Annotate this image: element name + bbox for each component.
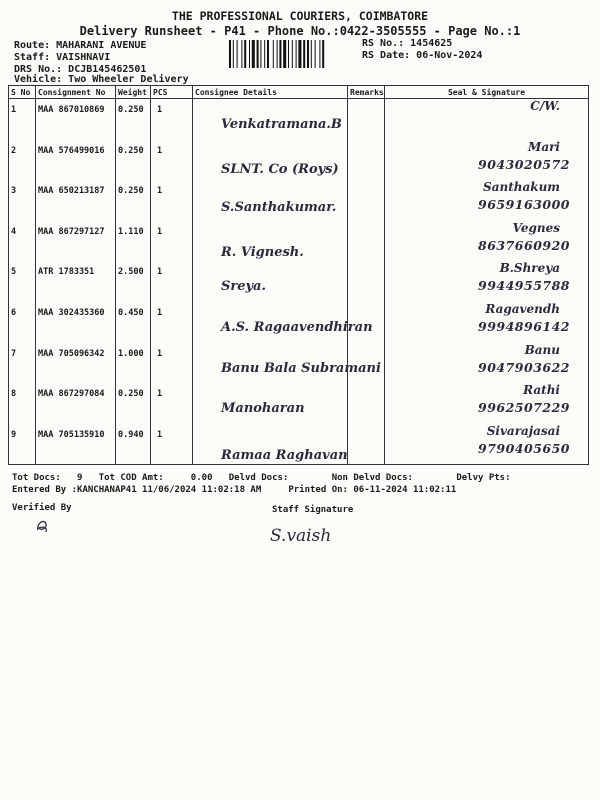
remarks-cell — [348, 180, 385, 221]
pcs-cell: 1 — [151, 261, 193, 302]
consignee-name: Venkatramana.B — [221, 117, 342, 132]
consignee-cell — [193, 302, 373, 343]
staff-signature: S.vaish — [270, 526, 332, 546]
sno-cell: 6 — [9, 302, 36, 343]
sno-cell: 7 — [9, 343, 36, 384]
document-title: THE PROFESSIONAL COURIERS, COIMBATORE — [171, 9, 429, 23]
table-row — [9, 302, 589, 343]
recipient-signature: Rathi — [523, 383, 560, 398]
remarks-cell — [348, 221, 385, 262]
seal-signature-cell — [385, 99, 589, 140]
remarks-cell — [348, 383, 385, 424]
rs-number: RS No.: 1454625 — [362, 38, 453, 49]
weight-cell: 0.940 — [116, 424, 151, 465]
consignee-cell — [193, 424, 348, 465]
table-row — [9, 99, 589, 140]
seal-signature-cell — [385, 343, 589, 384]
recipient-signature: Sivarajasai — [486, 423, 560, 438]
seal-signature-cell — [385, 221, 589, 262]
seal-signature-cell — [385, 383, 589, 424]
recipient-signature: Santhakum — [483, 180, 560, 195]
consignment-cell: MAA 302435360 — [36, 302, 116, 343]
weight-cell: 2.500 — [116, 261, 151, 302]
barcode — [228, 40, 356, 68]
weight-cell: 0.250 — [116, 383, 151, 424]
consignee-name: SLNT. Co (Roys) — [221, 161, 339, 177]
consignee-name: Manoharan — [221, 401, 305, 417]
sno-cell: 3 — [9, 180, 36, 221]
consignment-cell: MAA 867010869 — [36, 99, 116, 140]
seal-signature-cell — [385, 261, 589, 302]
remarks-cell — [348, 140, 385, 181]
pcs-cell: 1 — [151, 180, 193, 221]
route-text: Route: MAHARANI AVENUE — [14, 40, 147, 51]
col-header-weight: Weight — [116, 86, 151, 99]
consignee-cell — [193, 99, 348, 140]
pcs-cell: 1 — [151, 221, 193, 262]
totals-line: Tot Docs: 9 Tot COD Amt: 0.00 Delvd Docs: Non Delvd Docs: Delvy Pts: — [12, 473, 511, 483]
table-row — [9, 140, 589, 181]
drs-text: DRS No.: DCJB145462501 — [14, 64, 147, 75]
pcs-cell: 1 — [151, 383, 193, 424]
table-row — [9, 261, 589, 302]
vehicle-text: Vehicle: Two Wheeler Delivery — [14, 74, 189, 85]
recipient-signature: Mari — [528, 139, 560, 154]
weight-cell: 0.450 — [116, 302, 151, 343]
staff-signature-label: Staff Signature — [272, 505, 354, 515]
seal-signature-cell — [385, 140, 589, 181]
consignment-cell: MAA 867297084 — [36, 383, 116, 424]
recipient-phone: 9944955788 — [478, 278, 570, 294]
seal-signature-cell — [385, 302, 589, 343]
consignee-cell — [193, 180, 348, 221]
seal-signature-cell — [385, 180, 589, 221]
consignee-name: A.S. Ragaavendhiran — [221, 319, 373, 335]
table-row — [9, 221, 589, 262]
sno-cell: 5 — [9, 261, 36, 302]
sno-cell: 4 — [9, 221, 36, 262]
recipient-signature: Vegnes — [512, 220, 560, 235]
recipient-signature: C/W. — [530, 99, 560, 113]
recipient-phone: 9962507229 — [478, 400, 570, 416]
weight-cell: 1.000 — [116, 343, 151, 384]
sno-cell: 1 — [9, 99, 36, 140]
col-header-pcs: PCS — [151, 86, 193, 99]
col-header-sno: S No — [9, 86, 36, 99]
runsheet-table — [8, 85, 589, 465]
entered-by-line: Entered By :KANCHANAP41 11/06/2024 11:02:18 AM Printed On: 06-11-2024 11:02:11 — [12, 485, 457, 495]
pcs-cell: 1 — [151, 99, 193, 140]
recipient-phone: 9047903622 — [478, 359, 570, 375]
consignment-cell: MAA 705135910 — [36, 424, 116, 465]
consignment-cell: MAA 867297127 — [36, 221, 116, 262]
verified-by-label: Verified By — [12, 503, 72, 513]
rs-date: RS Date: 06-Nov-2024 — [362, 50, 483, 61]
recipient-phone: 8637660920 — [478, 237, 570, 253]
col-header-consignment: Consignment No — [36, 86, 116, 99]
consignee-name: Sreya. — [221, 279, 267, 295]
remarks-cell — [348, 424, 385, 465]
weight-cell: 1.110 — [116, 221, 151, 262]
consignee-name: S.Santhakumar. — [221, 200, 337, 216]
consignment-cell: ATR 1783351 — [36, 261, 116, 302]
verifier-signature-icon — [34, 516, 52, 534]
sno-cell: 8 — [9, 383, 36, 424]
consignment-cell: MAA 576499016 — [36, 140, 116, 181]
consignee-cell — [193, 261, 348, 302]
recipient-signature: B.Shreya — [499, 261, 560, 276]
consignee-cell — [193, 140, 348, 181]
recipient-phone: 9994896142 — [478, 318, 570, 334]
consignment-cell: MAA 650213187 — [36, 180, 116, 221]
weight-cell: 0.250 — [116, 180, 151, 221]
consignee-name: R. Vignesh. — [221, 244, 304, 260]
col-header-consignee: Consignee Details — [193, 86, 348, 99]
remarks-cell — [348, 99, 385, 140]
sno-cell: 2 — [9, 140, 36, 181]
runsheet-subtitle: Delivery Runsheet - P41 - Phone No.:0422-3505555 - Page No.:1 — [79, 24, 521, 38]
staff-text: Staff: VAISHNAVI — [14, 52, 111, 63]
consignee-cell — [193, 383, 348, 424]
recipient-phone: 9790405650 — [478, 440, 570, 456]
sno-cell: 9 — [9, 424, 36, 465]
table-header-row — [9, 86, 589, 99]
seal-signature-cell — [385, 424, 589, 465]
pcs-cell: 1 — [151, 302, 193, 343]
consignee-name: Banu Bala Subramani — [221, 360, 381, 376]
recipient-signature: Banu — [524, 342, 560, 357]
pcs-cell: 1 — [151, 343, 193, 384]
weight-cell: 0.250 — [116, 140, 151, 181]
recipient-signature: Ragavendh — [485, 301, 560, 316]
remarks-cell — [348, 261, 385, 302]
col-header-remarks: Remarks — [348, 86, 385, 99]
table-row — [9, 180, 589, 221]
consignee-name: Ramaa Raghavan — [221, 447, 348, 463]
pcs-cell: 1 — [151, 424, 193, 465]
recipient-phone: 9043020572 — [478, 156, 570, 172]
table-row — [9, 424, 589, 465]
weight-cell: 0.250 — [116, 99, 151, 140]
consignment-cell: MAA 705096342 — [36, 343, 116, 384]
recipient-phone: 9659163000 — [478, 197, 570, 213]
col-header-seal: Seal & Signature — [385, 86, 589, 99]
consignee-cell — [193, 343, 381, 384]
table-row — [9, 343, 589, 384]
consignee-cell — [193, 221, 348, 262]
pcs-cell: 1 — [151, 140, 193, 181]
table-row — [9, 383, 589, 424]
